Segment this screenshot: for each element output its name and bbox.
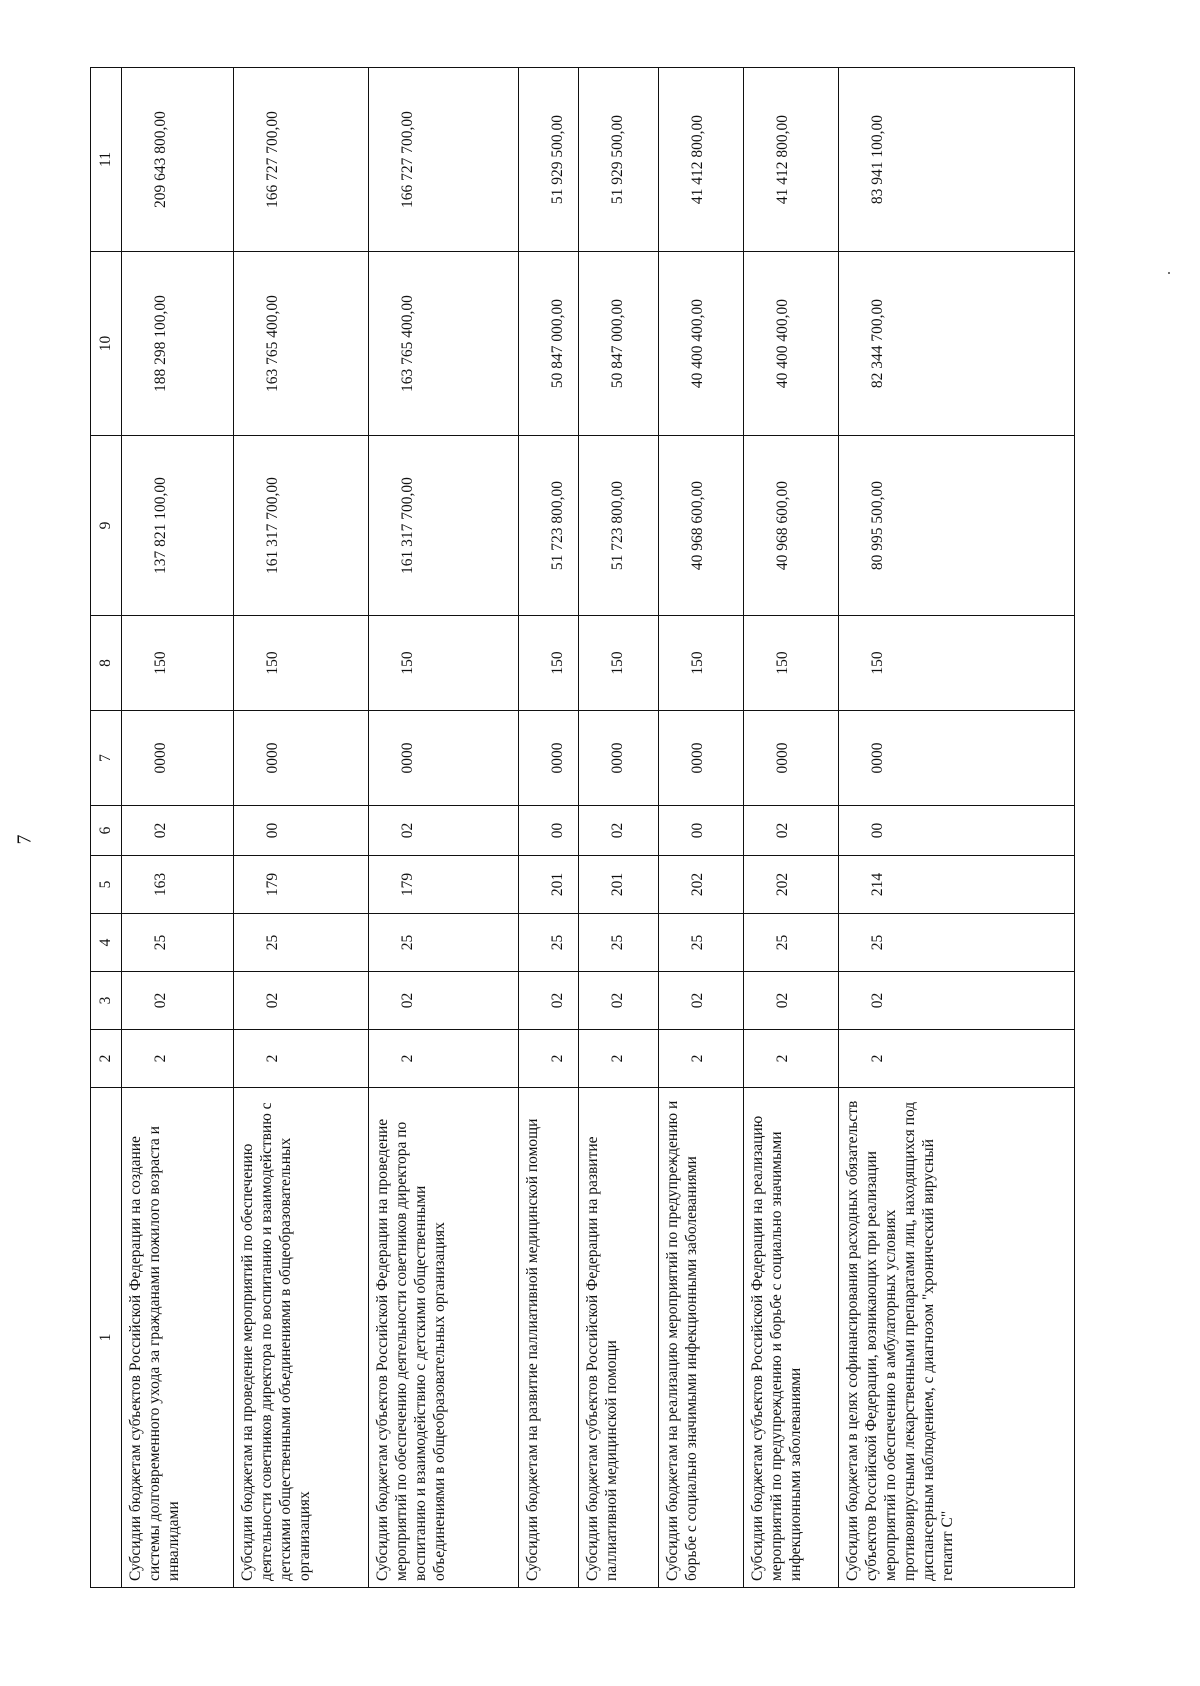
row-cell-col-10: 163 765 400,00 — [234, 252, 369, 436]
row-cell-col-7: 0000 — [122, 711, 234, 806]
row-cell-col-3: 02 — [659, 972, 744, 1030]
row-cell-col-4: 25 — [234, 914, 369, 972]
row-cell-col-9: 161 317 700,00 — [234, 436, 369, 616]
row-cell-col-2: 2 — [122, 1030, 234, 1088]
row-cell-col-10: 82 344 700,00 — [839, 252, 1075, 436]
row-cell-col-6: 02 — [122, 806, 234, 856]
row-cell-col-2: 2 — [234, 1030, 369, 1088]
row-cell-col-6: 00 — [839, 806, 1075, 856]
table-row — [579, 68, 659, 1588]
table-row — [519, 68, 579, 1588]
row-cell-col-2: 2 — [659, 1030, 744, 1088]
row-cell-col-11: 166 727 700,00 — [234, 68, 369, 252]
row-cell-col-9: 40 968 600,00 — [659, 436, 744, 616]
row-cell-col-10: 163 765 400,00 — [369, 252, 519, 436]
row-cell-col-11: 41 412 800,00 — [659, 68, 744, 252]
row-cell-col-9: 51 723 800,00 — [519, 436, 579, 616]
budget-table — [90, 67, 1075, 1588]
row-cell-col-7: 0000 — [659, 711, 744, 806]
row-cell-col-2: 2 — [744, 1030, 839, 1088]
row-cell-col-6: 02 — [579, 806, 659, 856]
row-cell-col-5: 214 — [839, 856, 1075, 914]
row-cell-col-11: 166 727 700,00 — [369, 68, 519, 252]
row-cell-col-6: 00 — [659, 806, 744, 856]
row-cell-col-3: 02 — [122, 972, 234, 1030]
row-cell-col-9: 80 995 500,00 — [839, 436, 1075, 616]
row-cell-col-10: 188 298 100,00 — [122, 252, 234, 436]
row-cell-col-10: 40 400 400,00 — [659, 252, 744, 436]
column-header: 11 — [91, 68, 122, 252]
row-cell-col-5: 201 — [579, 856, 659, 914]
row-cell-col-6: 02 — [744, 806, 839, 856]
row-cell-col-3: 02 — [369, 972, 519, 1030]
row-cell-col-2: 2 — [579, 1030, 659, 1088]
row-cell-col-9: 161 317 700,00 — [369, 436, 519, 616]
row-cell-col-8: 150 — [234, 616, 369, 711]
row-cell-col-7: 0000 — [369, 711, 519, 806]
column-header: 3 — [91, 972, 122, 1030]
row-cell-col-2: 2 — [839, 1030, 1075, 1088]
table-row — [234, 68, 369, 1588]
row-cell-col-6: 00 — [519, 806, 579, 856]
row-description: Субсидии бюджетам субъектов Российской Федерации на создание системы долговременного ухода за гражданами пожилого возраста и инвалидами — [122, 1088, 234, 1588]
row-cell-col-5: 202 — [659, 856, 744, 914]
table-row — [744, 68, 839, 1588]
row-cell-col-4: 25 — [122, 914, 234, 972]
row-cell-col-4: 25 — [744, 914, 839, 972]
row-cell-col-10: 50 847 000,00 — [519, 252, 579, 436]
row-cell-col-3: 02 — [519, 972, 579, 1030]
column-header: 10 — [91, 252, 122, 436]
row-cell-col-9: 51 723 800,00 — [579, 436, 659, 616]
row-cell-col-9: 137 821 100,00 — [122, 436, 234, 616]
row-cell-col-5: 163 — [122, 856, 234, 914]
row-cell-col-10: 50 847 000,00 — [579, 252, 659, 436]
row-cell-col-8: 150 — [579, 616, 659, 711]
row-cell-col-7: 0000 — [519, 711, 579, 806]
row-cell-col-3: 02 — [839, 972, 1075, 1030]
row-cell-col-8: 150 — [369, 616, 519, 711]
row-cell-col-11: 209 643 800,00 — [122, 68, 234, 252]
page-number: 7 — [13, 834, 36, 845]
scan-speck — [1168, 272, 1170, 274]
row-cell-col-8: 150 — [659, 616, 744, 711]
row-cell-col-8: 150 — [839, 616, 1075, 711]
row-cell-col-11: 41 412 800,00 — [744, 68, 839, 252]
row-cell-col-5: 202 — [744, 856, 839, 914]
row-cell-col-7: 0000 — [839, 711, 1075, 806]
row-description: Субсидии бюджетам на развитие паллиативной медицинской помощи — [519, 1088, 579, 1588]
row-cell-col-8: 150 — [122, 616, 234, 711]
row-cell-col-5: 179 — [369, 856, 519, 914]
row-description: Субсидии бюджетам на реализацию мероприятий по предупреждению и борьбе с социально значимыми инфекционными заболеваниями — [659, 1088, 744, 1588]
row-cell-col-7: 0000 — [744, 711, 839, 806]
column-number-row — [91, 68, 122, 1588]
row-cell-col-2: 2 — [369, 1030, 519, 1088]
row-cell-col-11: 51 929 500,00 — [519, 68, 579, 252]
row-description: Субсидии бюджетам субъектов Российской Федерации на развитие паллиативной медицинской помощи — [579, 1088, 659, 1588]
row-cell-col-11: 83 941 100,00 — [839, 68, 1075, 252]
table-row — [839, 68, 1075, 1588]
row-cell-col-9: 40 968 600,00 — [744, 436, 839, 616]
column-header: 9 — [91, 436, 122, 616]
row-cell-col-2: 2 — [519, 1030, 579, 1088]
row-cell-col-7: 0000 — [579, 711, 659, 806]
row-cell-col-6: 00 — [234, 806, 369, 856]
row-cell-col-4: 25 — [579, 914, 659, 972]
row-cell-col-4: 25 — [519, 914, 579, 972]
row-cell-col-11: 51 929 500,00 — [579, 68, 659, 252]
row-cell-col-8: 150 — [519, 616, 579, 711]
row-cell-col-3: 02 — [579, 972, 659, 1030]
row-description: Субсидии бюджетам в целях софинансирования расходных обязательств субъектов Российской Федерации, возникающих при реализации мероприятий по обеспечению в амбулаторных условиях противовирусными лекарственными препаратами лиц, находящихся под диспансерным наблюдением, с диагнозом "хронический вирусный гепатит С" — [839, 1088, 1075, 1588]
row-cell-col-4: 25 — [659, 914, 744, 972]
column-header: 8 — [91, 616, 122, 711]
column-header: 4 — [91, 914, 122, 972]
row-cell-col-5: 201 — [519, 856, 579, 914]
row-cell-col-10: 40 400 400,00 — [744, 252, 839, 436]
row-description: Субсидии бюджетам субъектов Российской Федерации на реализацию мероприятий по предупреждению и борьбе с социально значимыми инфекционными заболеваниями — [744, 1088, 839, 1588]
column-header: 6 — [91, 806, 122, 856]
row-cell-col-4: 25 — [369, 914, 519, 972]
row-cell-col-6: 02 — [369, 806, 519, 856]
column-header: 7 — [91, 711, 122, 806]
row-description: Субсидии бюджетам на проведение мероприятий по обеспечению деятельности советников директора по воспитанию и взаимодействию с детскими общественными объединениями в общеобразовательных организациях — [234, 1088, 369, 1588]
column-header: 2 — [91, 1030, 122, 1088]
table-row — [369, 68, 519, 1588]
row-cell-col-5: 179 — [234, 856, 369, 914]
row-description: Субсидии бюджетам субъектов Российской Федерации на проведение мероприятий по обеспечению деятельности советников директора по воспитанию и взаимодействию с детскими общественными объединениями в общеобразовательных организациях — [369, 1088, 519, 1588]
rotated-table-wrapper — [90, 68, 1048, 1588]
row-cell-col-7: 0000 — [234, 711, 369, 806]
row-cell-col-4: 25 — [839, 914, 1075, 972]
row-cell-col-8: 150 — [744, 616, 839, 711]
column-header: 1 — [91, 1088, 122, 1588]
row-cell-col-3: 02 — [744, 972, 839, 1030]
row-cell-col-3: 02 — [234, 972, 369, 1030]
table-body — [122, 68, 1075, 1588]
column-header: 5 — [91, 856, 122, 914]
table-row — [659, 68, 744, 1588]
table-row — [122, 68, 234, 1588]
